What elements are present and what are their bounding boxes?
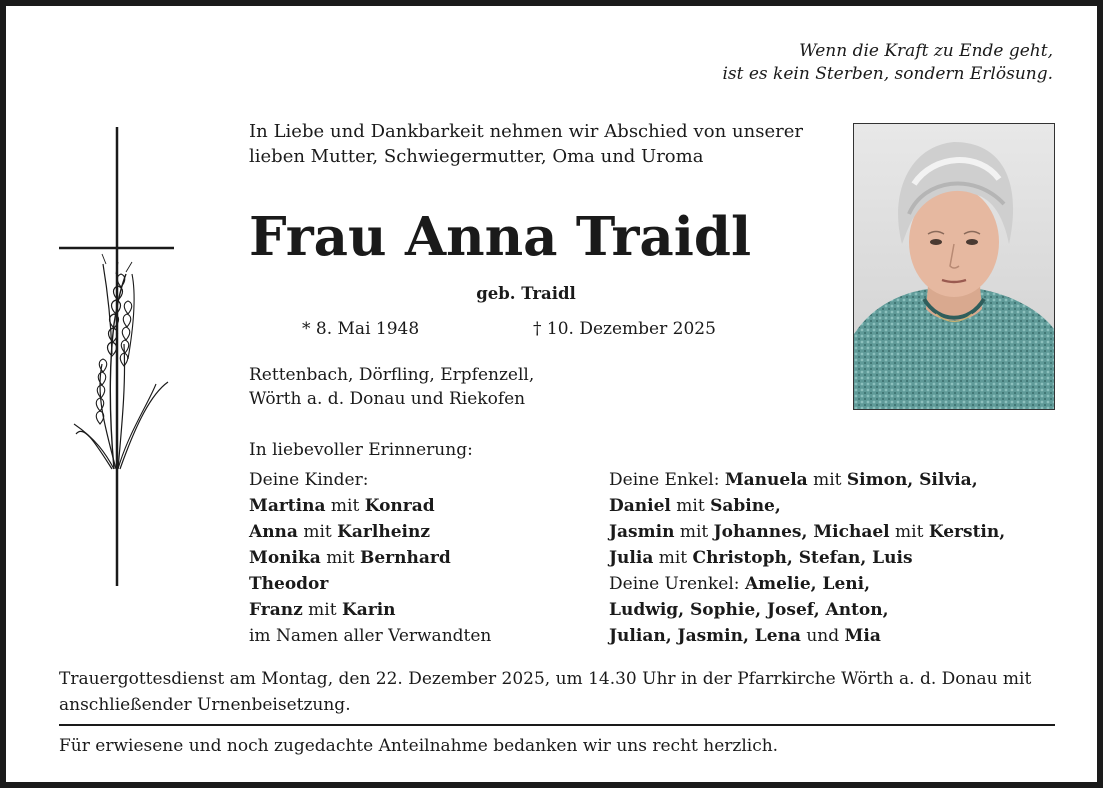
- children-heading: Deine Kinder:: [249, 470, 369, 490]
- list-item: Deine Enkel: Manuela mit Simon, Silvia,: [609, 470, 978, 490]
- intro-text: In Liebe und Dankbarkeit nehmen wir Abschied von unserer lieben Mutter, Schwiegermutter, Oma und Uroma: [249, 121, 803, 167]
- list-item: Julian, Jasmin, Lena und Mia: [609, 626, 881, 646]
- death-date: † 10. Dezember 2025: [533, 319, 716, 339]
- motto: [566, 40, 1053, 86]
- list-item: Julia mit Christoph, Stefan, Luis: [609, 548, 913, 568]
- places-line-1: Rettenbach, Dörfling, Erpfenzell,: [249, 365, 535, 385]
- places-line-2: Wörth a. d. Donau und Riekofen: [249, 389, 526, 409]
- list-item: Jasmin mit Johannes, Michael mit Kerstin,: [609, 522, 1006, 542]
- service-info: Trauergottesdienst am Montag, den 22. Dezember 2025, um 14.30 Uhr in der Pfarrkirche Wörth a. d. Donau mit anschließender Urnenbeisetzung.: [59, 669, 1032, 715]
- thanks-text: Für erwiesene und noch zugedachte Anteilnahme bedanken wir uns recht herzlich.: [59, 736, 779, 756]
- list-item: Ludwig, Sophie, Josef, Anton,: [609, 600, 889, 620]
- relatives-closing: im Namen aller Verwandten: [249, 626, 492, 646]
- children-list: [249, 467, 599, 649]
- birth-date: * 8. Mai 1948: [302, 319, 420, 339]
- deceased-name: Frau Anna Traidl: [249, 206, 752, 268]
- places: [249, 363, 809, 411]
- cross-with-wheat-icon: [56, 124, 186, 589]
- motto-line-1: Wenn die Kraft zu Ende geht,: [799, 41, 1053, 61]
- list-item: Daniel mit Sabine,: [609, 496, 781, 516]
- list-item: Franz mit Karin: [249, 600, 396, 620]
- motto-line-2: ist es kein Sterben, sondern Erlösung.: [722, 64, 1053, 84]
- birth-name: geb. Traidl: [476, 284, 576, 303]
- divider: [59, 724, 1055, 726]
- list-item: Martina mit Konrad: [249, 496, 435, 516]
- grandchildren-list: [609, 467, 1069, 649]
- list-item: Anna mit Karlheinz: [249, 522, 430, 542]
- remembrance-label: In liebevoller Erinnerung:: [249, 440, 473, 460]
- list-item: Monika mit Bernhard: [249, 548, 451, 568]
- list-item: Deine Urenkel: Amelie, Leni,: [609, 574, 871, 594]
- list-item: Theodor: [249, 574, 329, 594]
- portrait-photo: [853, 123, 1055, 410]
